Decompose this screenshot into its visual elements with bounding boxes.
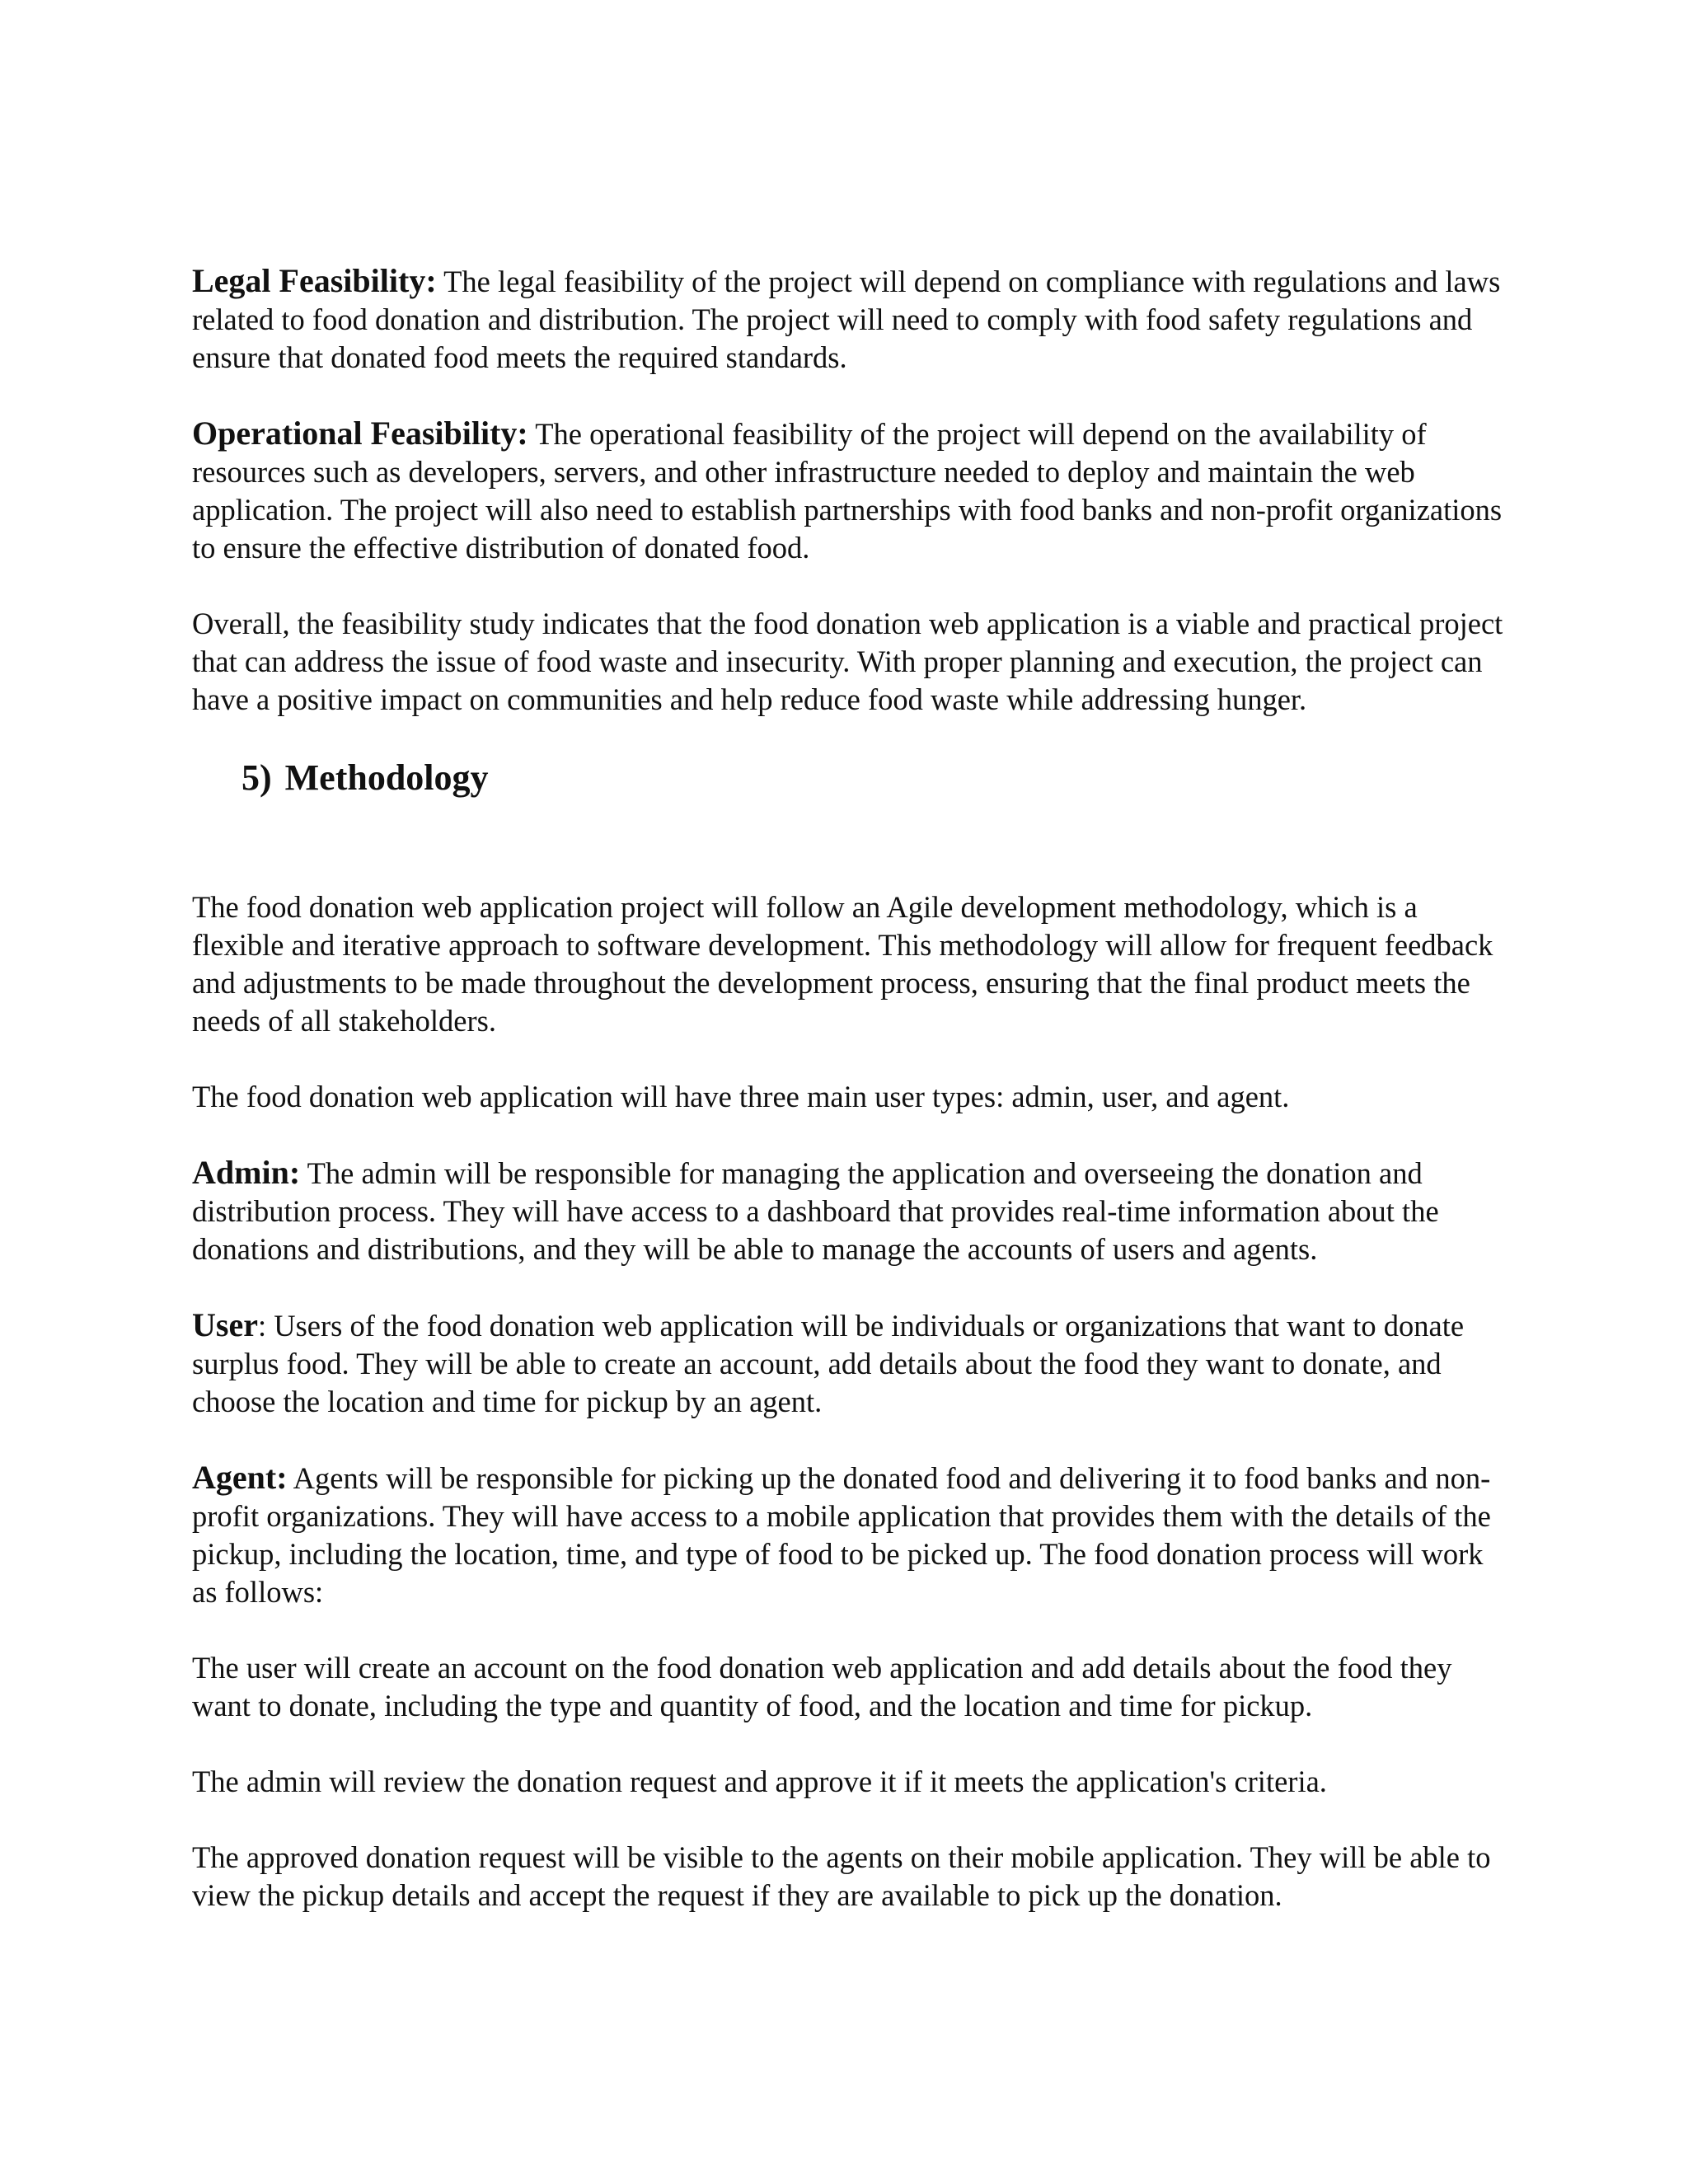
operational-feasibility-paragraph bbox=[192, 415, 1511, 567]
user-text: : Users of the food donation web application will be individuals or organizations that want to donate surplus food. They will be able to create an account, add details about the food they want to donate, and choose the location and time for pickup by an agent. bbox=[192, 1309, 1465, 1418]
document-page bbox=[192, 262, 1511, 1952]
user-term: User bbox=[192, 1306, 258, 1343]
section-number: 5) bbox=[241, 757, 272, 798]
admin-text: The admin will be responsible for managing the application and overseeing the donation and distribution process. They will have access to a dashboard that provides real-time information about the donations and distributions, and they will be able to manage the accounts of users and agents. bbox=[192, 1156, 1439, 1266]
process-step-2: The admin will review the donation request and approve it if it meets the application's criteria. bbox=[192, 1765, 1327, 1798]
methodology-intro-paragraph: The food donation web application project will follow an Agile development methodology, which is a flexible and iterative approach to software development. This methodology will allow for frequent feedback and adjustments to be made throughout the development process, ensuring that the final product meets the needs of all stakeholders. bbox=[192, 890, 1493, 1038]
section-heading-methodology bbox=[241, 757, 1511, 799]
user-paragraph bbox=[192, 1306, 1511, 1421]
admin-paragraph bbox=[192, 1154, 1511, 1268]
user-types-paragraph: The food donation web application will have three main user types: admin, user, and agent. bbox=[192, 1080, 1290, 1113]
agent-text: Agents will be responsible for picking up the donated food and delivering it to food banks and non-profit organizations. They will have access to a mobile application that provides them with the details of the pickup, including the location, time, and type of food to be picked up. The food donation process will work as follows: bbox=[192, 1461, 1491, 1609]
operational-feasibility-text: The operational feasibility of the project will depend on the availability of resources such as developers, servers, and other infrastructure needed to deploy and maintain the web application. The project will also need to establish partnerships with food banks and non-profit organizations to ensure the effective distribution of donated food. bbox=[192, 417, 1503, 565]
agent-term: Agent: bbox=[192, 1459, 288, 1496]
operational-feasibility-term: Operational Feasibility: bbox=[192, 415, 528, 452]
section-title: Methodology bbox=[284, 757, 489, 798]
agent-paragraph bbox=[192, 1459, 1511, 1611]
process-step-1: The user will create an account on the food donation web application and add details about the food they want to donate, including the type and quantity of food, and the location and time for pickup. bbox=[192, 1651, 1452, 1722]
legal-feasibility-text: The legal feasibility of the project will depend on compliance with regulations and laws related to food donation and distribution. The project will need to comply with food safety regulations and ensure that donated food meets the required standards. bbox=[192, 265, 1501, 374]
overall-feasibility-paragraph: Overall, the feasibility study indicates that the food donation web application is a viable and practical project that can address the issue of food waste and insecurity. With proper planning and execution, the project can have a positive impact on communities and help reduce food waste while addressing hunger. bbox=[192, 607, 1503, 716]
admin-term: Admin: bbox=[192, 1154, 301, 1191]
legal-feasibility-term: Legal Feasibility: bbox=[192, 262, 437, 299]
legal-feasibility-paragraph bbox=[192, 262, 1511, 377]
process-step-3: The approved donation request will be visible to the agents on their mobile application. They will be able to view the pickup details and accept the request if they are available to pick up the donation. bbox=[192, 1840, 1491, 1912]
